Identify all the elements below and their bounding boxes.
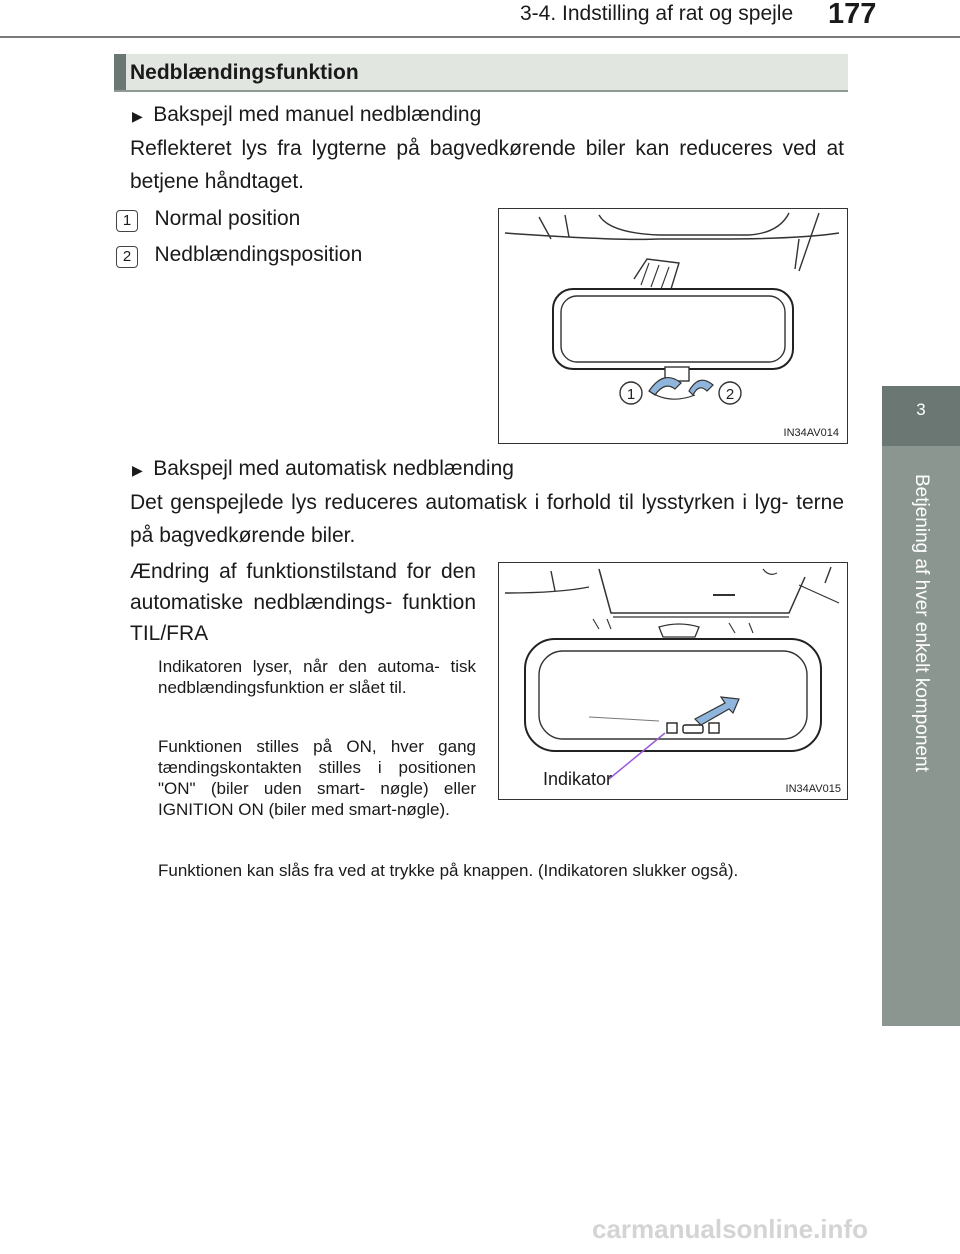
section-heading xyxy=(114,54,848,92)
manual-item-2 xyxy=(116,238,362,271)
chapter-tab-title: Betjening af hver enkelt komponent xyxy=(911,474,932,772)
manual-heading-row xyxy=(132,98,481,131)
chapter-tab-number: 3 xyxy=(916,400,926,419)
manual-mirror-illustration xyxy=(499,209,846,442)
indicator-label: Indikator xyxy=(543,769,613,789)
callout-2: 2 xyxy=(725,386,735,403)
chapter-tab-title-wrap xyxy=(882,456,960,1016)
toggle-heading: Ændring af funktionstilstand for den automatiske nedblændings- funktion TIL/FRA xyxy=(130,560,476,645)
note-indicator: Indikatoren lyser, når den automa- tisk nedblændingsfunktion er slået til. xyxy=(158,657,476,697)
manual-intro: Reflekteret lys fra lygterne på bagvedkørende biler kan reduceres ved at betjene håndtaget. xyxy=(130,137,844,193)
auto-mirror-illustration xyxy=(499,563,846,798)
automatic-intro: Det genspejlede lys reduceres automatisk i forhold til lysstyrken i lyg- terne på bagvedkørende biler. xyxy=(130,491,844,547)
triangle-bullet-icon: ▶ xyxy=(132,462,143,478)
automatic-heading-row xyxy=(132,452,514,485)
running-header-section: 3-4. Indstilling af rat og spejle xyxy=(520,2,794,25)
figure-code: IN34AV015 xyxy=(785,783,841,795)
note-switch-off: Funktionen kan slås fra ved at trykke på knappen. (Indikatoren slukker også). xyxy=(158,861,739,880)
item-label: Nedblændingsposition xyxy=(154,243,363,266)
triangle-bullet-icon: ▶ xyxy=(132,108,143,124)
note-ignition: Funktionen stilles på ON, hver gang tændingskontakten stilles i positionen "ON" (biler uden smart- nøgle) eller IGNITION ON (biler med smart-nøgle). xyxy=(158,737,476,819)
manual-heading: Bakspejl med manuel nedblænding xyxy=(153,103,482,126)
manual-item-1 xyxy=(116,202,300,235)
item-number-badge: 2 xyxy=(116,246,138,268)
figure-code: IN34AV014 xyxy=(783,427,839,439)
item-label: Normal position xyxy=(154,207,301,230)
automatic-heading: Bakspejl med automatisk nedblænding xyxy=(153,457,514,480)
item-number-badge: 1 xyxy=(116,210,138,232)
figure-manual-mirror xyxy=(498,208,848,444)
callout-1: 1 xyxy=(626,386,636,403)
watermark: carmanualsonline.info xyxy=(592,1214,868,1244)
section-heading-text: Nedblændingsfunktion xyxy=(130,61,359,84)
figure-auto-mirror xyxy=(498,562,848,800)
header-rule xyxy=(0,36,960,38)
page-number: 177 xyxy=(828,0,877,30)
section-heading-bar xyxy=(114,54,126,90)
